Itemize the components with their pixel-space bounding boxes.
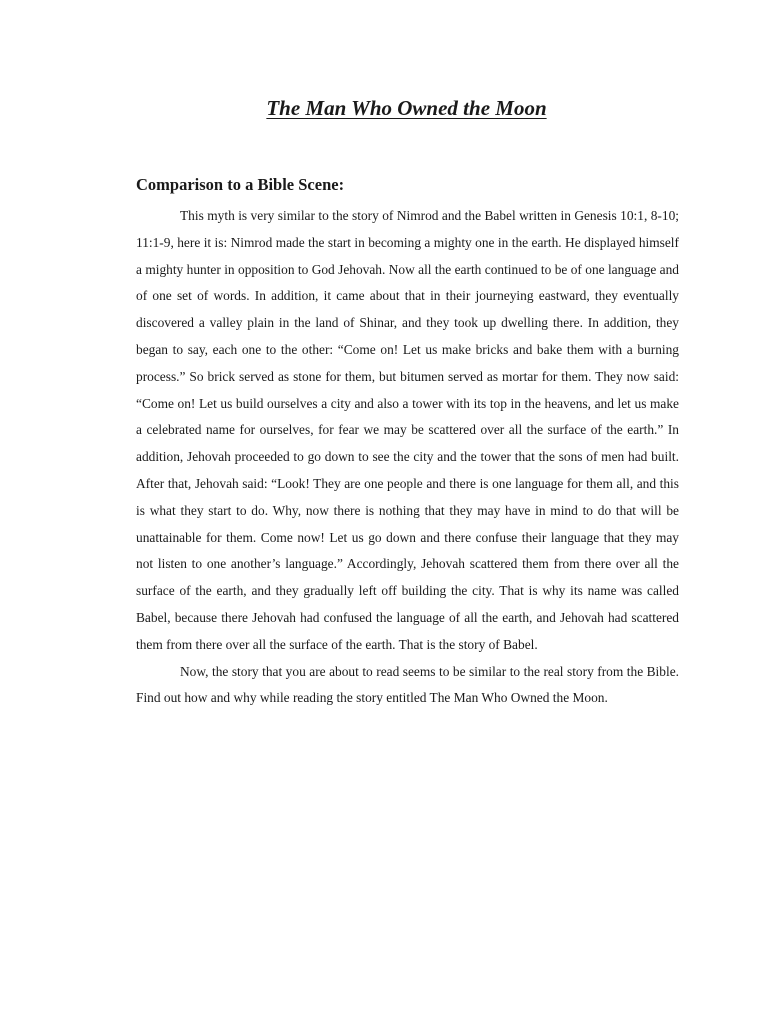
section-heading: Comparison to a Bible Scene: xyxy=(136,175,345,194)
paragraph-1: This myth is very similar to the story of Nimrod and the Babel written in Genesis 10:1, 8-10; 11:1-9, here it is: Nimrod made the start in becoming a mighty one in the earth. He displayed himself a mighty hunter in opposition to God Jehovah. Now all the earth continued to be of one language and of one set of words. In addition, it came about that in their journeying eastward, they eventually discovered a valley plain in the land of Shinar, and they took up dwelling there. In addition, they began to say, each one to the other: “Come on! Let us make bricks and bake them with a burning process.” So brick served as stone for them, but bitumen served as mortar for them. They now said: “Come on! Let us build ourselves a city and also a tower with its top in the heavens, and let us make a celebrated name for ourselves, for fear we may be scattered over all the surface of the earth.” In addition, Jehovah proceeded to go down to see the city and the tower that the sons of men had built. After that, Jehovah said: “Look! They are one people and there is one language for them all, and this is what they start to do. Why, now there is nothing that they may have in mind to do that will be unattainable for them. Come now! Let us go down and there confuse their language that they may not listen to one another’s language.” Accordingly, Jehovah scattered them from there over all the surface of the earth, and they gradually left off building the city. That is why its name was called Babel, because there Jehovah had confused the language of all the earth, and Jehovah had scattered them from there over all the surface of the earth. That is the story of Babel. xyxy=(136,208,679,652)
body-text xyxy=(136,203,679,712)
document-title: The Man Who Owned the Moon xyxy=(266,96,547,120)
paragraph-2: Now, the story that you are about to read seems to be similar to the real story from the Bible. Find out how and why while reading the story entitled The Man Who Owned the Moon. xyxy=(136,663,679,706)
